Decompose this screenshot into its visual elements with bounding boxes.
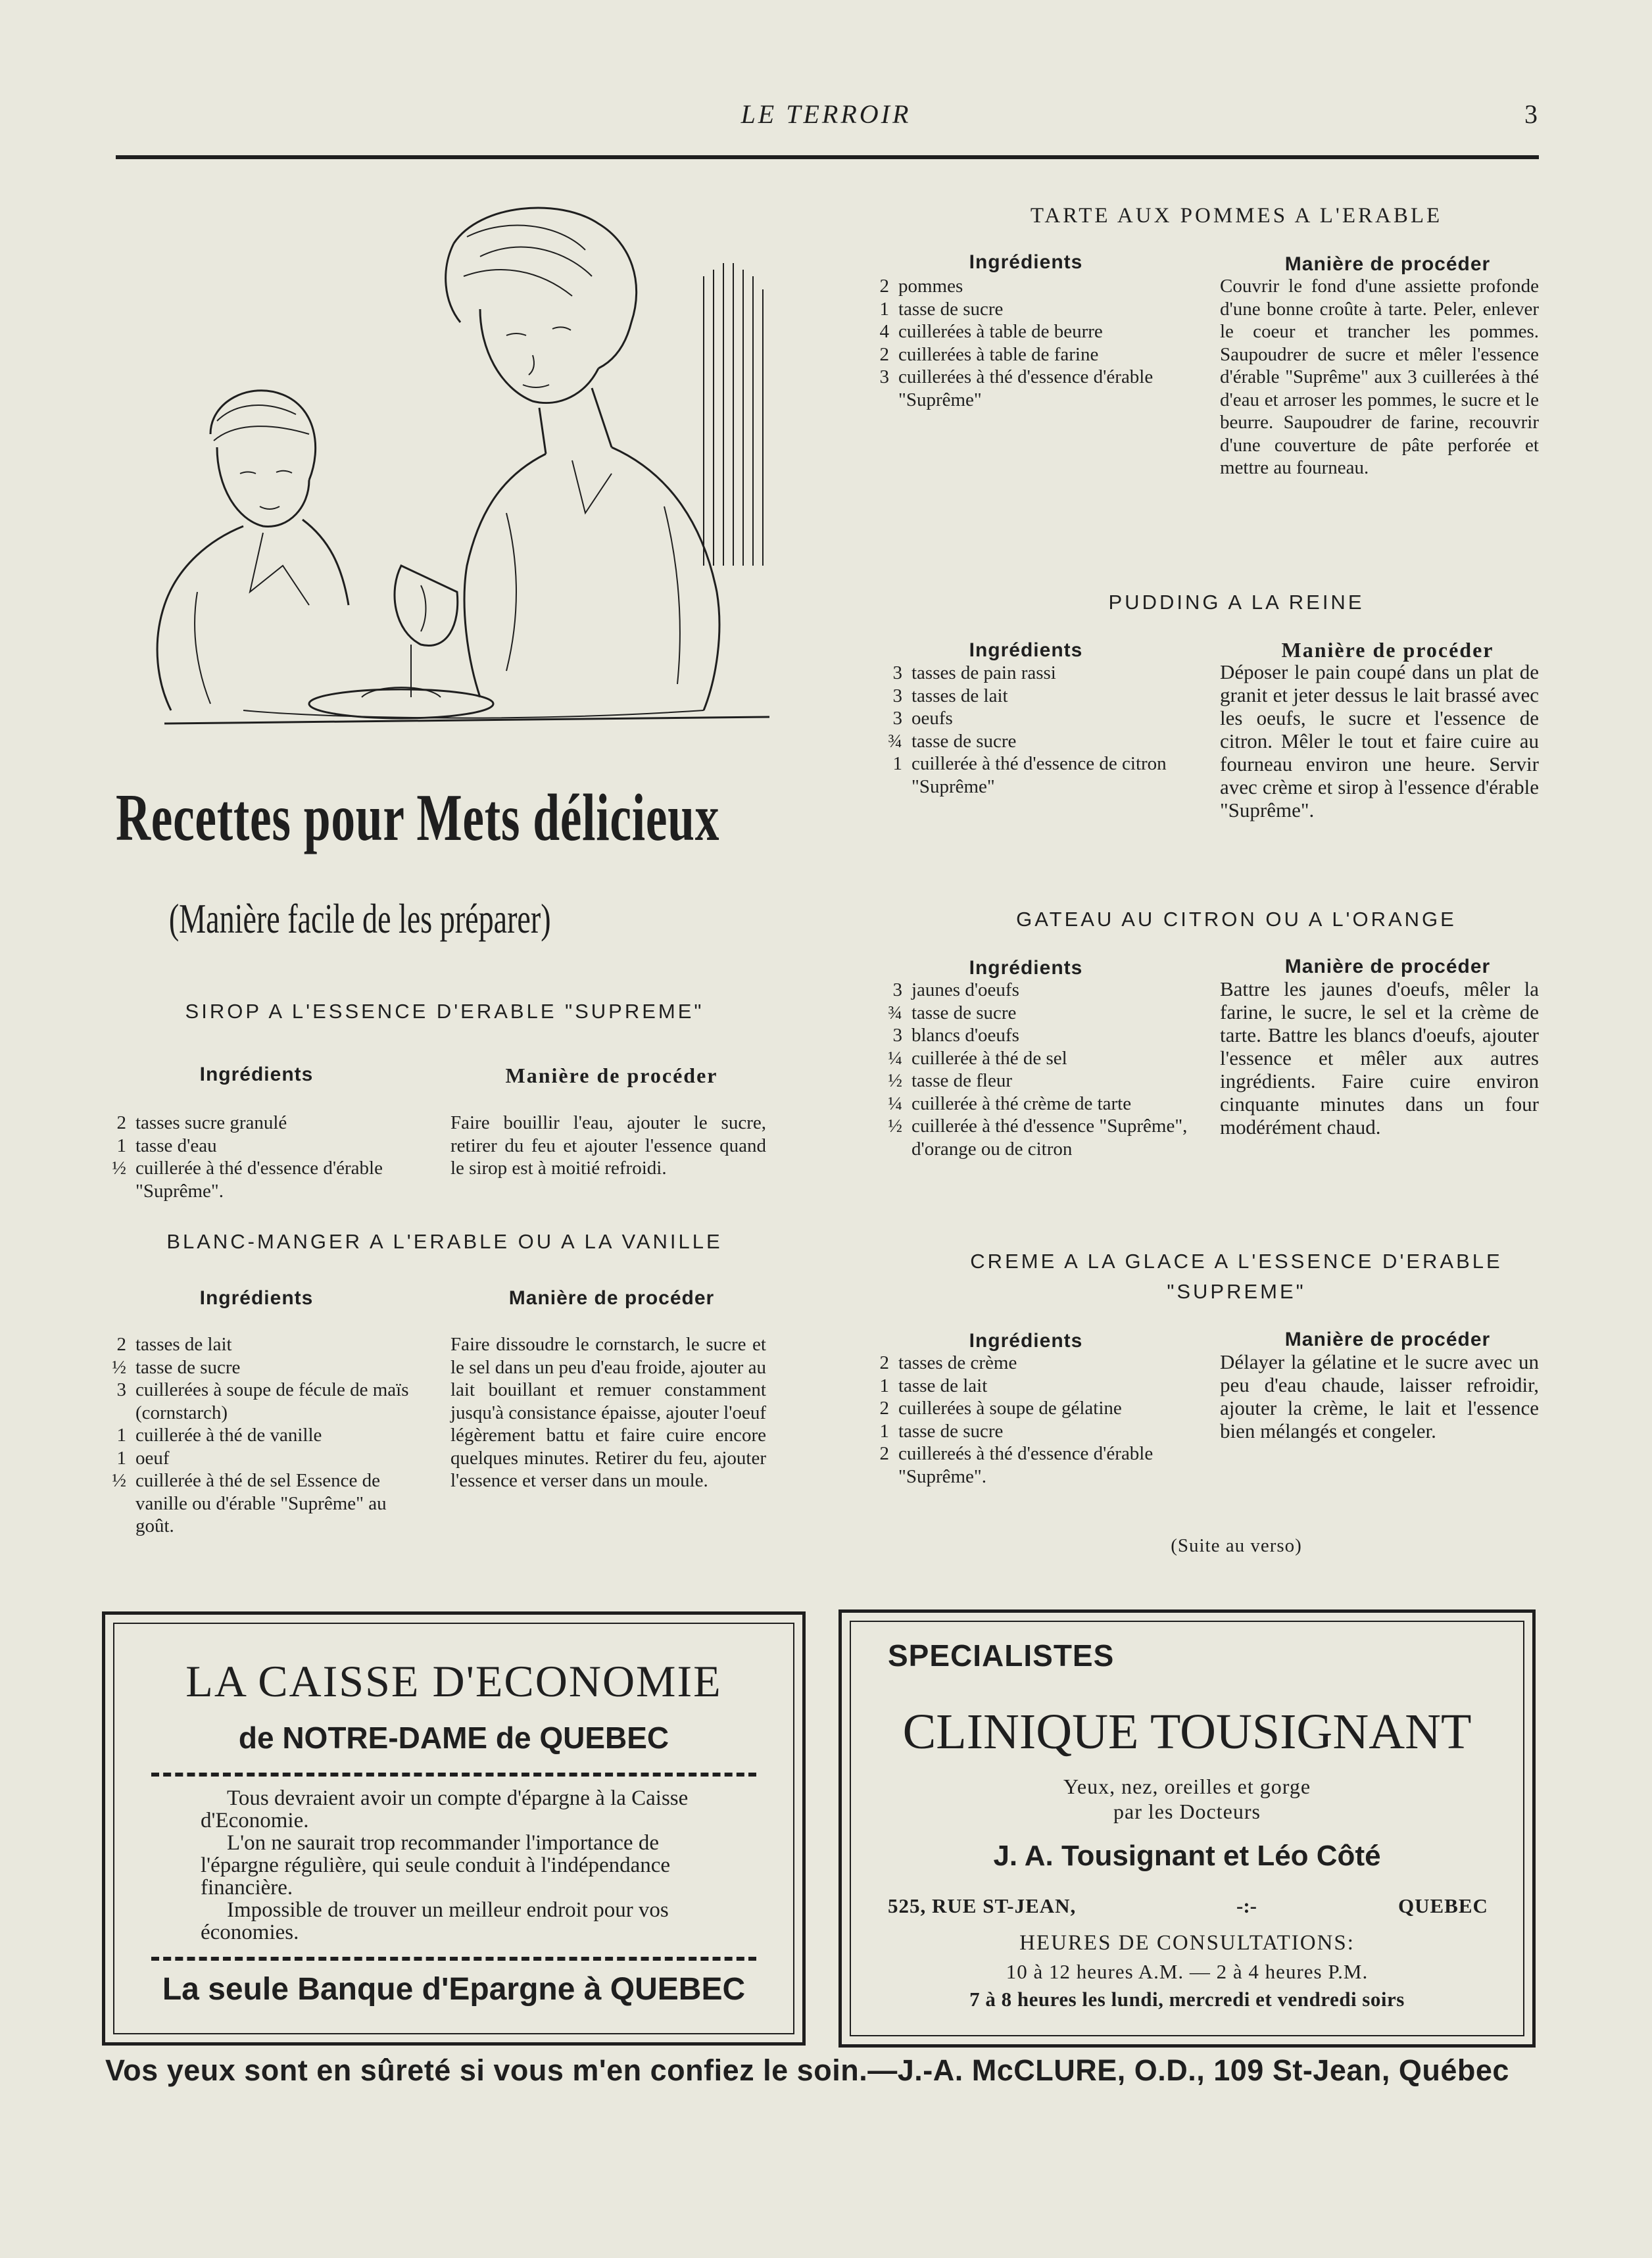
method-text-sirop: Faire bouillir l'eau, ajouter le sucre, retirer du feu et ajouter l'essence quand le sirop est à moitié refroidi. [450,1112,766,1179]
ingredients-heading: Ingrédients [199,1287,314,1309]
ingredient-item: 2 pommes [879,276,963,297]
ingredient-item: 2 tasses de crème [879,1352,1017,1373]
continued-note: (Suite au verso) [1171,1535,1302,1556]
footer-ad-mcclure: Vos yeux sont en sûreté si vous m'en confiez le soin.—J.-A. McCLURE, O.D., 109 St-Jean, Québec [105,2053,1509,2087]
ingredient-item: 3 cuillerées à thé d'essence d'érable "Suprême" [879,366,1154,410]
ingredient-item: 3 tasses de pain rassi [892,662,1056,683]
ingredient-item: ½ cuillerée à thé d'essence "Suprême", d'orange ou de citron [888,1116,1188,1160]
ingredient-item: ¼ cuillerée à thé crème de tarte [888,1092,1132,1114]
ad-clinique-desc-2: par les Docteurs [1113,1800,1261,1823]
page-title: Recettes pour Mets délicieux [116,781,720,855]
ingredient-item: 2 tasses de lait [116,1334,232,1355]
ad-caisse-economie [102,1611,806,2046]
method-text-pudding: Déposer le pain coupé dans un plat de granit et jeter dessus le lait brassé avec les oeufs, le sucre et l'essence de citron. Mêler le tout et faire cuire au fourneau environ une heure. Servir avec crème et sirop à l'essence d'érable "Suprême". [1220,660,1539,822]
ingredient-item: ½ tasse de fleur [888,1070,1012,1091]
ingredient-item: 1 tasse de lait [879,1375,988,1396]
method-heading: Manière de procéder [1284,1329,1491,1350]
ingredient-item: 2 cuillerées à table de farine [879,343,1099,365]
ingredients-heading: Ingrédients [969,957,1083,979]
ad-clinique-city: QUEBEC [1398,1894,1488,1917]
ad-caisse-paragraph: L'on ne saurait trop recommander l'importance de l'épargne régulière, qui seule conduit à l'indépendance financière. [201,1831,671,1900]
ad-clinique-address: 525, RUE ST-JEAN, [888,1894,1077,1917]
ingredient-list-blanc-manger [92,1333,421,1538]
ingredient-list-creme [855,1352,1197,1488]
ad-caisse-paragraph: Impossible de trouver un meilleur endroit pour vos économies. [201,1898,669,1944]
ingredient-item: 1 cuillerée à thé d'essence de citron "Suprême" [892,753,1167,797]
ad-clinique-tousignant [838,1609,1536,2048]
method-text-tarte: Couvrir le fond d'une assiette profonde d'une bonne croûte à tarte. Peler, enlever le coeur et trancher les pommes. Saupoudrer de sucre et mêler l'essence d'érable "Suprême" aux 3 cuillerées à thé d'eau et arroser les pommes, le sucre et le beurre. Saupoudrer de farine, recouvrir d'une couverture de pâte perforée et mettre au fourneau. [1220,276,1539,478]
ad-clinique-hours-title: HEURES DE CONSULTATIONS: [1019,1931,1355,1955]
header-rule [116,155,1539,159]
ingredient-item: 3 blancs d'oeufs [892,1025,1019,1046]
ingredient-item: 3 jaunes d'oeufs [892,979,1019,1000]
ad-caisse-subtitle: de NOTRE-DAME de QUEBEC [238,1721,669,1755]
ad-caisse-title: LA CAISSE D'ECONOMIE [185,1656,722,1706]
recipe-title-tarte: TARTE AUX POMMES A L'ERABLE [1030,204,1443,228]
method-heading: Manière de procéder [1284,956,1491,977]
dashed-rule [151,1773,756,1777]
ingredients-heading: Ingrédients [969,251,1083,273]
ingredient-item: 1 tasse d'eau [116,1135,217,1156]
ingredient-item: 1 tasse de sucre [879,1420,1004,1442]
mother-child-drawing [112,197,796,756]
dashed-rule [151,1957,756,1961]
method-heading: Manière de procéder [508,1287,715,1309]
ad-clinique-desc: Yeux, nez, oreilles et gorge [1063,1775,1311,1798]
ad-caisse-tagline: La seule Banque d'Epargne à QUEBEC [162,1972,746,2007]
ingredient-item: 4 cuillerées à table de beurre [879,321,1103,342]
ad-caisse-paragraph: Tous devraient avoir un compte d'épargne à la Caisse d'Economie. [201,1786,689,1832]
ingredient-item: 2 cuillereés à thé d'essence d'érable "Suprême". [879,1443,1154,1487]
ingredient-item: 3 cuillerées à soupe de fécule de maïs (cornstarch) [116,1379,409,1423]
ad-clinique-hours-evening: 7 à 8 heures les lundi, mercredi et vendredi soirs [969,1988,1405,2011]
recipe-title-pudding: PUDDING A LA REINE [1108,591,1365,614]
ingredient-item: 1 cuillerée à thé de vanille [116,1425,322,1446]
recipe-title-creme-line2: "SUPREME" [1167,1280,1306,1303]
method-heading: Manière de procéder [1281,638,1494,662]
ingredient-item: ½ cuillerée à thé de sel Essence de vanille ou d'érable "Suprême" au goût. [112,1470,387,1536]
method-heading: Manière de procéder [505,1064,718,1087]
ingredient-item: 3 oeufs [892,708,953,729]
ingredient-item: 2 tasses sucre granulé [116,1112,287,1133]
page-number: 3 [1524,99,1538,129]
recipe-title-gateau: GATEAU AU CITRON OU A L'ORANGE [1016,908,1457,931]
ad-clinique-separator: -:- [1236,1894,1257,1917]
method-text-gateau: Battre les jaunes d'oeufs, mêler la farine, le sucre, le sel et la crème de tarte. Battre les blancs d'oeufs, ajouter l'essence et mêler aux autres ingrédients. Faire cuire environ cinquante minutes dans un four modérément chaud. [1220,977,1539,1139]
recipe-title-blanc-manger: BLANC-MANGER A L'ERABLE OU A LA VANILLE [166,1230,723,1253]
ingredients-heading: Ingrédients [199,1064,314,1085]
ingredient-item: ¼ cuillerée à thé de sel [888,1047,1067,1069]
ad-clinique-hours: 10 à 12 heures A.M. — 2 à 4 heures P.M. [1006,1960,1369,1983]
method-text-blanc-manger: Faire dissoudre le cornstarch, le sucre et le sel dans un peu d'eau froide, ajouter au lait bouillant et remuer constamment jusqu'à consistance épaisse, ajouter l'oeuf légèrement battu et faire cuire encore quelques minutes. Retirer du feu, ajouter l'essence et verser dans un moule. [450,1334,766,1491]
ingredient-item: 2 cuillerées à soupe de gélatine [879,1398,1122,1419]
ingredients-heading: Ingrédients [969,639,1083,661]
ingredient-item: ½ tasse de sucre [112,1356,241,1378]
ad-clinique-doctors: J. A. Tousignant et Léo Côté [993,1840,1381,1872]
running-title: LE TERROIR [741,99,911,129]
ingredients-heading: Ingrédients [969,1330,1083,1352]
method-text-creme: Délayer la gélatine et le sucre avec un peu d'eau chaude, laisser refroidir, ajouter la crème, le lait et l'essence bien mélangés et congeler. [1220,1350,1539,1442]
ingredient-item: 3 tasses de lait [892,685,1008,706]
ingredient-item: 1 oeuf [116,1447,170,1469]
ingredient-item: ¾ tasse de sucre [888,1002,1017,1023]
ingredient-list-tarte [855,275,1190,411]
ingredient-item: ¾ tasse de sucre [888,730,1017,752]
ad-caisse-body [201,1787,714,1944]
ingredient-item: ½ cuillerée à thé d'essence d'érable "Suprême". [112,1158,383,1202]
page-subtitle: (Manière facile de les préparer) [168,895,551,942]
recipe-title-sirop: SIROP A L'ESSENCE D'ERABLE "SUPREME" [185,1000,704,1023]
method-heading: Manière de procéder [1284,253,1491,275]
ingredient-list-sirop [92,1112,421,1202]
ingredient-list-gateau [868,979,1197,1160]
ad-clinique-specialistes: SPECIALISTES [888,1638,1115,1673]
ad-clinique-name: CLINIQUE TOUSIGNANT [902,1704,1472,1759]
illustration-mother-child [112,197,796,756]
ingredient-item: 1 tasse de sucre [879,298,1004,320]
recipe-title-creme: CREME A LA GLACE A L'ESSENCE D'ERABLE [970,1250,1503,1273]
ingredient-list-pudding [868,662,1210,798]
